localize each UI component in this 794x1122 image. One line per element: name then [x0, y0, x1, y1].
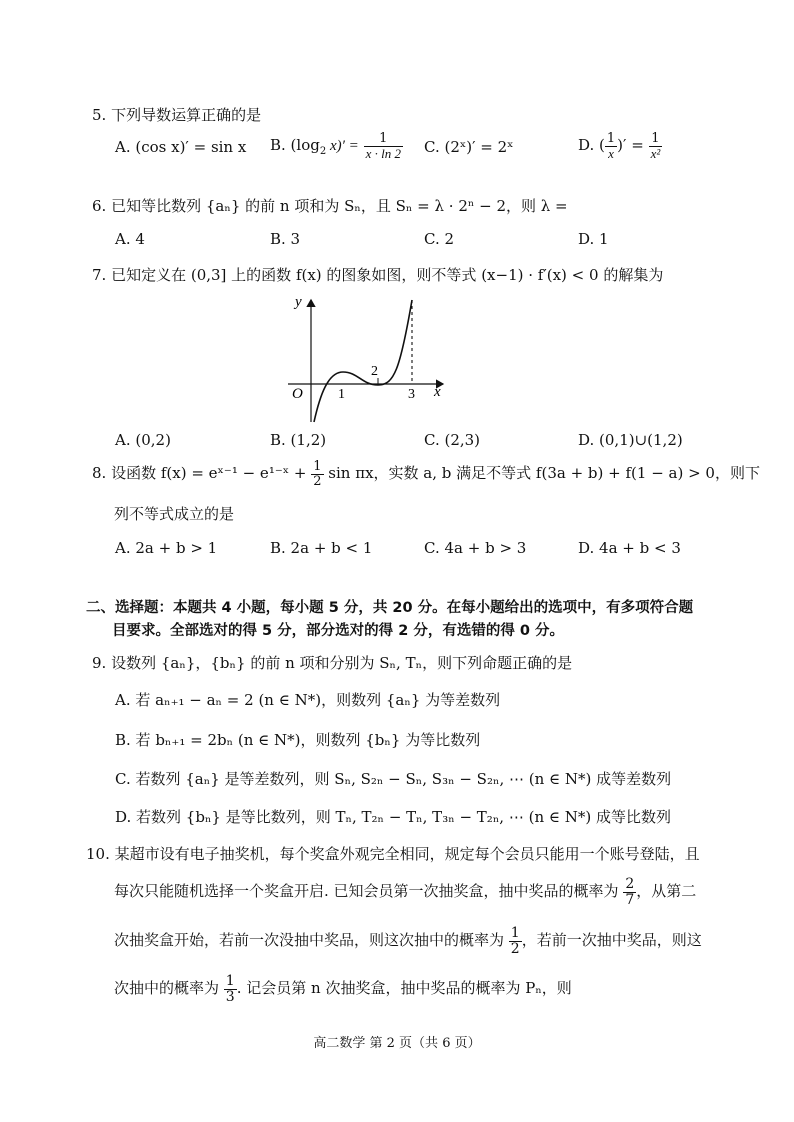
q5-option-b: B. ($\log_2$ x)′ = $\frac{1}{x \cdot \ln 2}$	[270, 131, 401, 161]
q7-option-d: D. (0,1)∪(1,2)	[578, 431, 683, 449]
q7-x-label: x	[434, 384, 441, 400]
q6-option-a: A. 4	[115, 230, 145, 248]
q7-option-a: A. (0,2)	[115, 431, 171, 449]
q8-stem: 8. 设函数 f(x) = eˣ⁻¹ − e¹⁻ˣ + $\frac{1}{2}$ sin πx，实数 a, b 满足不等式 f(3a + b) + f(1 − a) > 0，则下	[92, 459, 760, 489]
q9-option-d: D. 若数列 {bₙ} 是等比数列，则 Tₙ, T₂ₙ − Tₙ, T₃ₙ − T₂ₙ, ⋯ (n ∈ N*) 成等比数列	[115, 808, 672, 826]
q9-option-c: C. 若数列 {aₙ} 是等差数列，则 Sₙ, S₂ₙ − Sₙ, S₃ₙ − S₂ₙ, ⋯ (n ∈ N*) 成等差数列	[115, 770, 672, 788]
q7-option-b: B. (1,2)	[270, 431, 327, 449]
q6-option-c: C. 2	[424, 230, 455, 248]
q10-line4: 次抽中的概率为 $\frac{1}{3}$ . 记会员第 n 次抽奖盒，抽中奖品的概率为 Pₙ，则	[114, 973, 572, 1005]
q10-line2: 每次只能随机选择一个奖盒开启. 已知会员第一次抽奖盒，抽中奖品的概率为 $\frac{2}{7}$ ，从第二	[114, 876, 697, 908]
q7-option-c: C. (2,3)	[424, 431, 481, 449]
q7-origin-label: O	[292, 386, 303, 402]
q9-option-b: B. 若 bₙ₊₁ = 2bₙ (n ∈ N*)，则数列 {bₙ} 为等比数列	[115, 731, 481, 749]
q5-stem: 5. 下列导数运算正确的是	[92, 106, 262, 124]
q10-line3: 次抽奖盒开始，若前一次没抽中奖品，则这次抽中的概率为 $\frac{1}{2}$ ，若前一次抽中奖品，则这	[114, 925, 702, 957]
q8-option-b: B. 2a + b < 1	[270, 539, 373, 557]
page-footer: 高二数学 第 2 页（共 6 页）	[313, 1036, 481, 1051]
q7-stem: 7. 已知定义在 (0,3] 上的函数 f(x) 的图象如图，则不等式 (x−1) · f′(x) < 0 的解集为	[92, 266, 664, 284]
section2-heading-line2: 目要求。全部选对的得 5 分，部分选对的得 2 分，有选错的得 0 分。	[112, 623, 565, 639]
q5-option-a: A. (cos x)′ = sin x	[115, 138, 247, 156]
q5-option-d: D. ( $\frac{1}{x}$ )′ = $\frac{1}{\text{x²}}$	[578, 131, 661, 161]
q9-option-a: A. 若 aₙ₊₁ − aₙ = 2 (n ∈ N*)，则数列 {aₙ} 为等差数列	[115, 691, 501, 709]
q9-stem: 9. 设数列 {aₙ}，{bₙ} 的前 n 项和分别为 Sₙ, Tₙ，则下列命题正确的是	[92, 654, 573, 672]
q6-option-d: D. 1	[578, 230, 609, 248]
q8-option-d: D. 4a + b < 3	[578, 539, 681, 557]
q7-tick-label-1: 1	[338, 387, 345, 402]
q7-y-label: y	[295, 294, 302, 310]
q7-tick-label-3: 3	[408, 387, 415, 402]
q7-curve	[314, 300, 412, 422]
q6-option-b: B. 3	[270, 230, 301, 248]
q6-stem: 6. 已知等比数列 {aₙ} 的前 n 项和为 Sₙ，且 Sₙ = λ · 2ⁿ − 2，则 λ =	[92, 197, 568, 215]
q7-function-graph	[278, 290, 458, 425]
q10-line1: 10. 某超市设有电子抽奖机，每个奖盒外观完全相同，规定每个会员只能用一个账号登陆，且	[86, 845, 700, 863]
q8-option-a: A. 2a + b > 1	[115, 539, 218, 557]
q5-option-c: C. (2ˣ)′ = 2ˣ	[424, 138, 514, 156]
section2-heading-line1: 二、选择题：本题共 4 小题，每小题 5 分，共 20 分。在每小题给出的选项中，有多项符合题	[86, 600, 694, 616]
q7-tick-label-2: 2	[371, 364, 378, 379]
q8-stem-line2: 列不等式成立的是	[114, 505, 235, 523]
q8-option-c: C. 4a + b > 3	[424, 539, 527, 557]
